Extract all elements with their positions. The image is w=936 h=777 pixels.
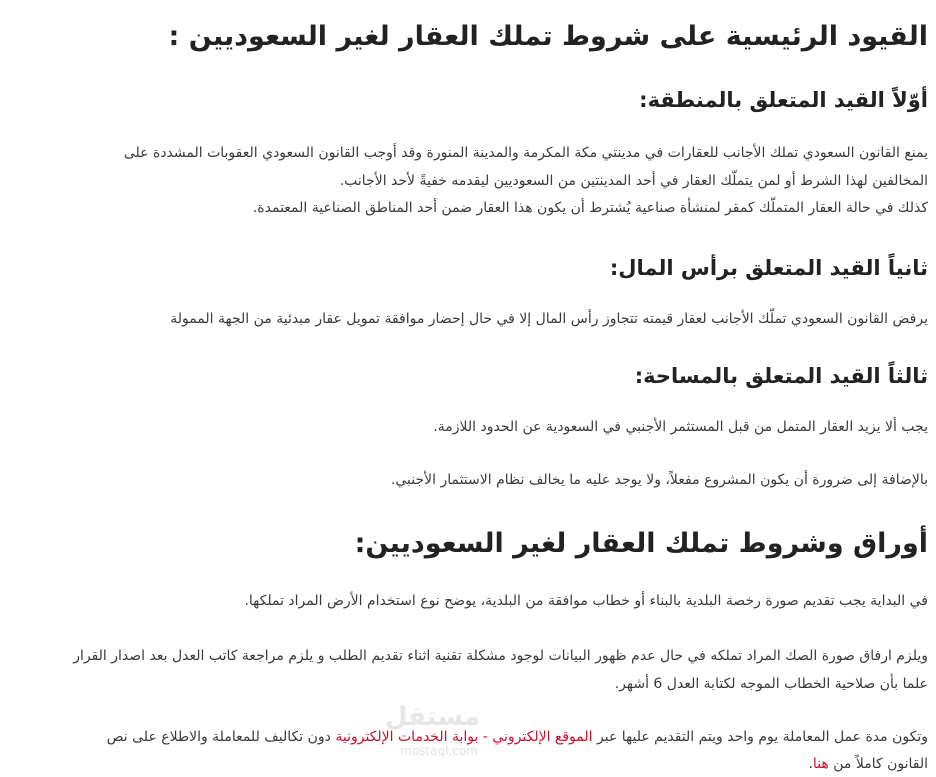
paragraph-line [20,725,928,749]
paragraph-line: ويلزم ارفاق صورة الصك المراد تملكه في حال عدم ظهور البيانات لوجود مشكلة تقنية اثناء تقديم الطلب و يلزم مراجعة كاتب العدل بعد اصدار القرار [73,648,928,664]
paragraph-line: علما بأن صلاحية الخطاب الموجه لكتابة العدل 6 أشهر. [614,676,928,692]
paragraph-line: كذلك في حالة العقار المتملّك كمقر لمنشأة صناعية يُشترط أن يكون هذا العقار ضمن أحد المناطق الصناعية المعتمدة. [252,200,928,216]
main-heading: القيود الرئيسية على شروط تملك العقار لغير السعوديين : [168,21,928,52]
documents-heading: أوراق وشروط تملك العقار لغير السعوديين: [354,528,928,559]
paragraph-line: المخالفين لهذا الشرط أو لمن يتملّك العقار في أحد المدينتين من السعوديين ليقدمه خفيةً لأحد الأجانب. [339,173,928,189]
eservices-portal-link[interactable]: الموقع الإلكتروني - بوابة الخدمات الإلكترونية [335,729,593,745]
watermark-domain: mostaql.com [400,744,478,758]
text-segment: . [808,756,813,772]
paragraph-line [20,752,928,776]
watermark-logo: مستقل [384,702,480,732]
paragraph-line: يرفض القانون السعودي تملّك الأجانب لعقار قيمته تتجاوز رأس المال إلا في حال إحضار موافقة تمويل عقار مبدئية من الجهة الممولة [170,311,928,327]
section-heading-size: ثالثاً القيد المتعلق بالمساحة: [634,364,928,388]
paragraph-line: يمنع القانون السعودي تملك الأجانب للعقارات في مدينتي مكة المكرمة والمدينة المنورة وقد أوجب القانون السعودي العقوبات المشددة على [123,145,928,161]
paragraph-line: بالإضافة إلى ضرورة أن يكون المشروع مفعلاً، ولا يوجد عليه ما يخالف نظام الاستثمار الأجنبي. [390,472,928,488]
paragraph-line: يجب ألا يزيد العقار المتمل من قبل المستثمر الأجنبي في السعودية عن الحدود اللازمة. [433,419,928,435]
text-segment: دون تكاليف للمعاملة والاطلاع على نص [106,729,336,745]
text-segment: القانون كاملاً من [828,756,928,772]
paragraph-line: في البداية يجب تقديم صورة رخصة البلدية بالبناء أو خطاب موافقة من البلدية، يوضح نوع استخدام الأرض المراد تملكها. [244,593,928,609]
text-segment: وتكون مدة عمل المعاملة يوم واحد ويتم التقديم عليها عبر [592,729,928,745]
section-heading-capital: ثانياً القيد المتعلق برأس المال: [609,256,928,280]
law-text-link[interactable]: هنا [812,756,829,772]
section-heading-area: أوّلاً القيد المتعلق بالمنطقة: [639,88,928,112]
